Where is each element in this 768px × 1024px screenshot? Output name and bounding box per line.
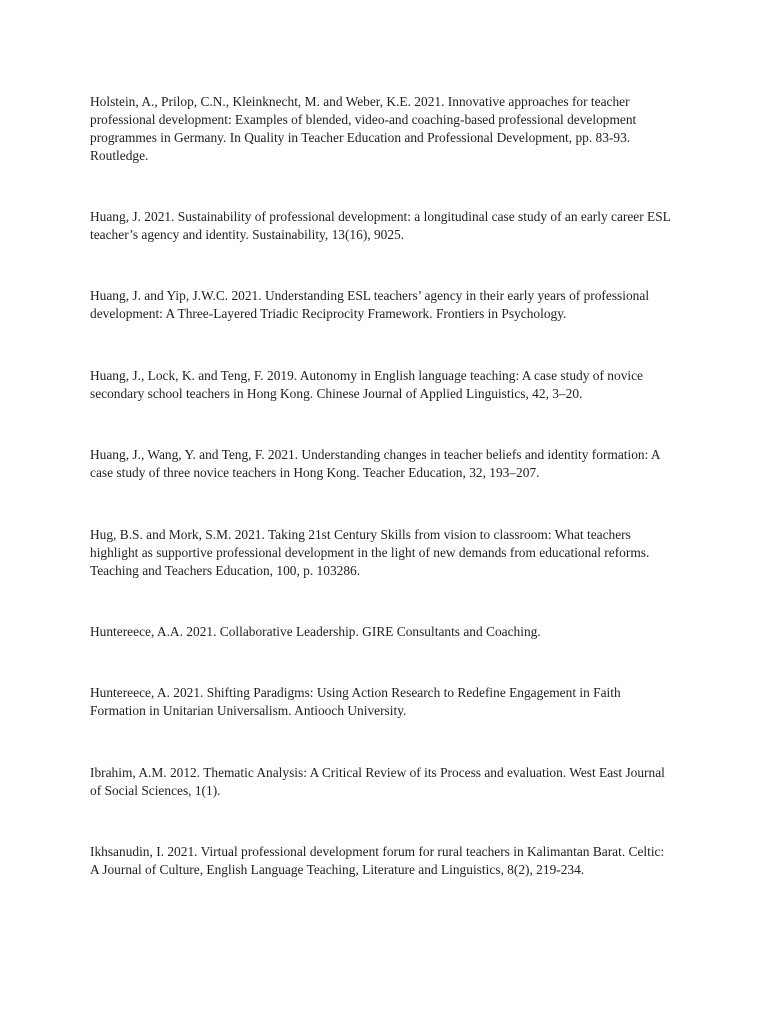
reference-entry: Huang, J., Lock, K. and Teng, F. 2019. Autonomy in English language teaching: A case study of novice secondary school teachers in Hong Kong. Chinese Journal of Applied Linguistics, 42, 3–20. <box>90 368 643 401</box>
reference-entry: Huang, J. and Yip, J.W.C. 2021. Understanding ESL teachers’ agency in their early years of professional development: A Three-Layered Triadic Reciprocity Framework. Frontiers in Psychology. <box>90 288 650 321</box>
reference-entry: Hug, B.S. and Mork, S.M. 2021. Taking 21st Century Skills from vision to classroom: What teachers highlight as supportive professional development in the light of new demands from educational reforms. Teaching and Teachers Education, 100, p. 103286. <box>90 527 650 578</box>
reference-entry: Ikhsanudin, I. 2021. Virtual professional development forum for rural teachers in Kalimantan Barat. Celtic: A Journal of Culture, English Language Teaching, Literature and Linguistics, 8(2), 219-234. <box>90 844 665 877</box>
reference-entry: Holstein, A., Prilop, C.N., Kleinknecht, M. and Weber, K.E. 2021. Innovative approaches for teacher professional development: Examples of blended, video-and coaching-based professional development programmes in Germany. In Quality in Teacher Education and Professional Development, pp. 83-93. Routledge. <box>90 94 637 163</box>
reference-entry: Huntereece, A.A. 2021. Collaborative Leadership. GIRE Consultants and Coaching. <box>90 624 541 639</box>
reference-entry: Huang, J., Wang, Y. and Teng, F. 2021. Understanding changes in teacher beliefs and identity formation: A case study of three novice teachers in Hong Kong. Teacher Education, 32, 193–207. <box>90 447 660 480</box>
reference-entry: Huang, J. 2021. Sustainability of professional development: a longitudinal case study of an early career ESL teacher’s agency and identity. Sustainability, 13(16), 9025. <box>90 209 671 242</box>
reference-entry: Huntereece, A. 2021. Shifting Paradigms: Using Action Research to Redefine Engagement in Faith Formation in Unitarian Universalism. Antiooch University. <box>90 685 621 718</box>
reference-entry: Ibrahim, A.M. 2012. Thematic Analysis: A Critical Review of its Process and evaluation. West East Journal of Social Sciences, 1(1). <box>90 765 665 798</box>
